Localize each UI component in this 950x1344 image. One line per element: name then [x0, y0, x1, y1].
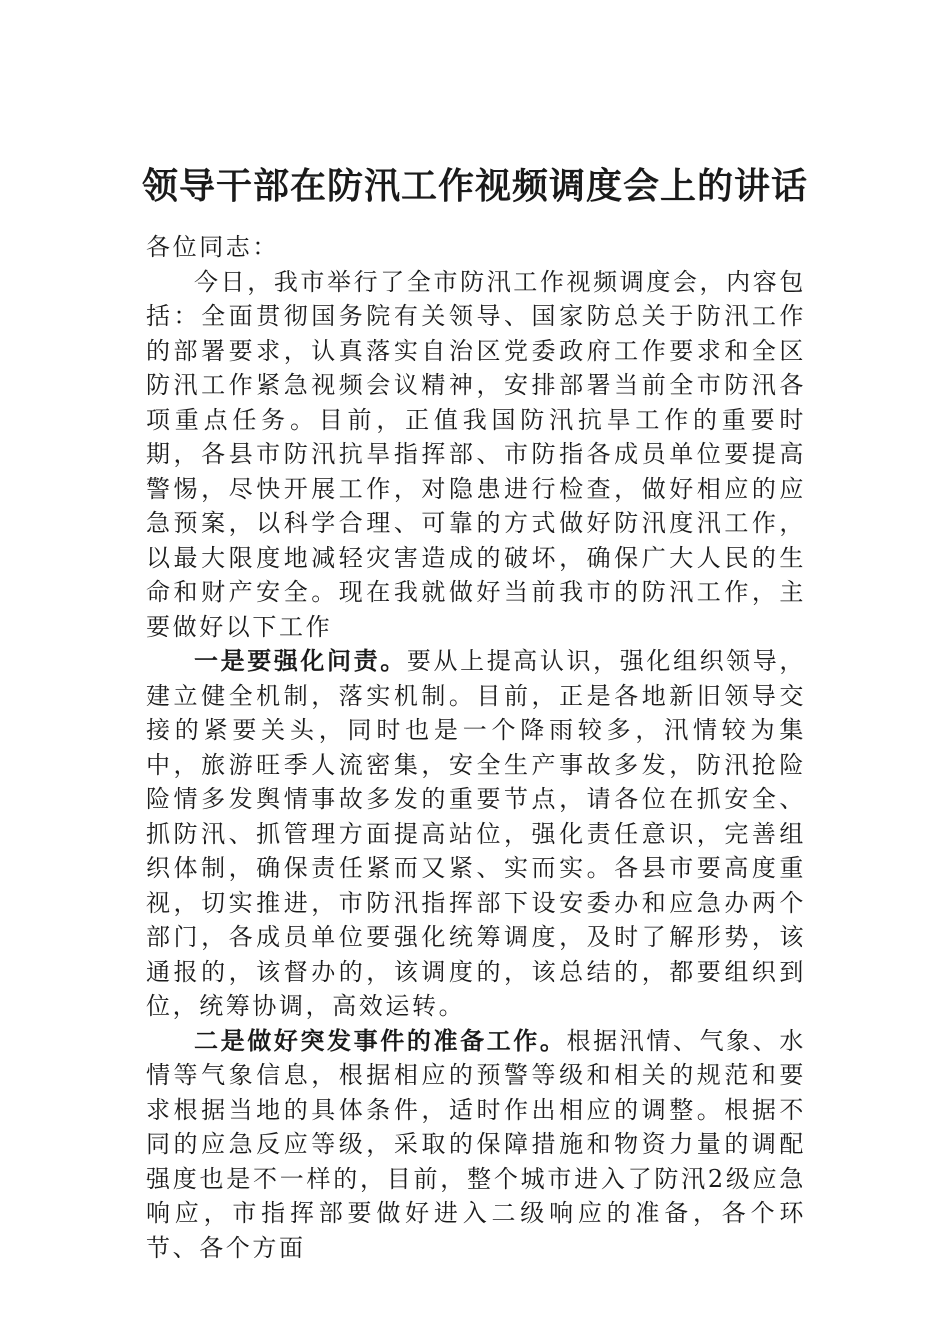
- paragraph-text: 今日，我市举行了全市防汛工作视频调度会，内容包括：全面贯彻国务院有关领导、国家防总关于防汛工作的部署要求，认真落实自治区党委政府工作要求和全区防汛工作紧急视频会议精神，安排部署当前全市防汛各项重点任务。目前，正值我国防汛抗旱工作的重要时期，各县市防汛抗旱指挥部、市防指各成员单位要提高警惕，尽快开展工作，对隐患进行检查，做好相应的应急预案，以科学合理、可靠的方式做好防汛度汛工作，以最大限度地减轻灾害造成的破坏，确保广大人民的生命和财产安全。现在我就做好当前我市的防汛工作，主要做好以下工作: [146, 267, 806, 641]
- paragraph-intro: [146, 265, 806, 645]
- paragraph-emergency-preparation: [146, 1024, 806, 1266]
- document-title: 领导干部在防汛工作视频调度会上的讲话: [141, 165, 808, 207]
- paragraph-lead: 一是要强化问责。: [194, 646, 407, 675]
- paragraph-text: 根据汛情、气象、水情等气象信息，根据相应的预警等级和相关的规范和要求根据当地的具体条件，适时作出相应的调整。根据不同的应急反应等级，采取的保障措施和物资力量的调配强度也是不一样的，目前，整个城市进入了防汛2级应急响应，市指挥部要做好进入二级响应的准备，各个环节、各个方面: [146, 1026, 806, 1262]
- salutation: 各位同志：: [146, 233, 279, 261]
- paragraph-lead: 二是做好突发事件的准备工作。: [194, 1025, 567, 1055]
- paragraph-accountability: [146, 644, 806, 1024]
- document-body: [146, 230, 806, 1265]
- paragraph-text: 要从上提高认识，强化组织领导，建立健全机制，落实机制。目前，正是各地新旧领导交接的紧要关头，同时也是一个降雨较多，汛情较为集中，旅游旺季人流密集，安全生产事故多发，防汛抢险险情多发舆情事故多发的重要节点，请各位在抓安全、抓防汛、抓管理方面提高站位，强化责任意识，完善组织体制，确保责任紧而又紧、实而实。各县市要高度重视，切实推进，市防汛指挥部下设安委办和应急办两个部门，各成员单位要强化统筹调度，及时了解形势，该通报的，该督办的，该调度的，该总结的，都要组织到位，统筹协调，高效运转。: [146, 647, 806, 1020]
